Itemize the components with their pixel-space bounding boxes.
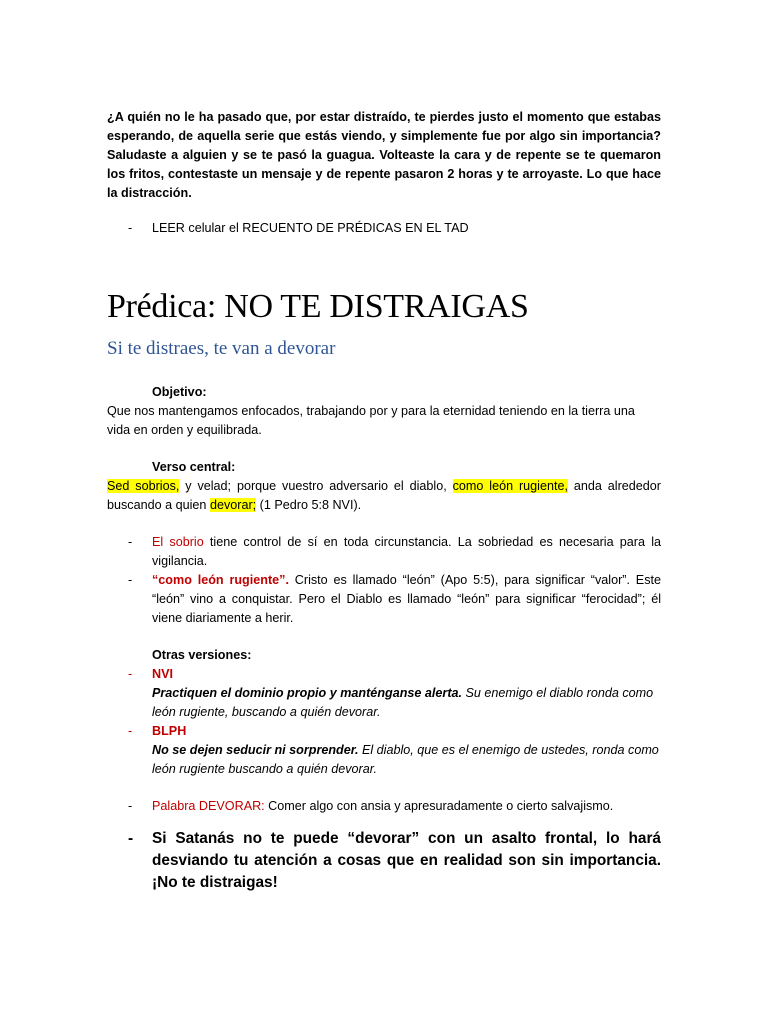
document-page (107, 108, 661, 894)
point-sobrio-text: tiene control de sí en toda circunstancia. La sobriedad es necesaria para la vigilancia. (152, 535, 661, 568)
point-leon-lead: “como león rugiente”. (152, 573, 289, 587)
bullet-dash: - (128, 724, 133, 738)
verso-highlight-3: devorar; (209, 498, 257, 512)
version-nvi-text (152, 684, 661, 722)
objetivo-text: Que nos mantengamos enfocados, trabajando por y para la eternidad teniendo en la tierra una vida en orden y equilibrada. (107, 404, 635, 437)
palabra-text: Comer algo con ansia y apresuradamente o cierto salvajismo. (264, 799, 614, 813)
verso-text-3: (1 Pedro 5:8 NVI). (256, 498, 362, 512)
bullet-dash: - (128, 535, 133, 549)
intro-bullet (107, 219, 661, 238)
intro-paragraph: ¿A quién no le ha pasado que, por estar distraído, te pierdes justo el momento que estabas esperando, de aquella serie que estás viendo, y simplemente fue por algo sin importancia? Saludaste a alguien y se te pasó la guagua. Volteaste la cara y de repente se te quemaron los fritos, contestaste un mensaje y de repente pasaron 2 horas y te arroyaste. Lo que hace la distracción. (107, 110, 661, 200)
bullet-dash: - (128, 799, 133, 813)
verso-highlight-1: Sed sobrios, (107, 479, 180, 493)
version-blph (107, 722, 661, 779)
verso-highlight-2: como león rugiente, (452, 479, 568, 493)
point-sobrio (107, 533, 661, 571)
palabra-devorar (107, 797, 661, 816)
version-nvi (107, 665, 661, 722)
intro-bullet-text: LEER celular el RECUENTO DE PRÉDICAS EN EL TAD (152, 221, 469, 235)
version-blph-italic: El diablo, que es el enemigo de ustedes, ronda como león rugiente buscando a quién devorar. (152, 743, 659, 776)
verso-text-1: y velad; porque vuestro adversario el diablo, (179, 479, 453, 493)
verso-text (107, 477, 661, 515)
point-leon-text: Cristo es llamado “león” (Apo 5:5), para significar “valor”. Este “león” vino a conquistar. Pero el Diablo es llamado “león” para significar “ferocidad”; él viene diariamente a herir. (152, 573, 662, 625)
versions-label: Otras versiones: (152, 648, 252, 662)
version-blph-name: BLPH (152, 724, 187, 738)
final-statement (107, 828, 661, 894)
page-title: Prédica: NO TE DISTRAIGAS (107, 288, 529, 325)
version-nvi-name: NVI (152, 667, 173, 681)
verso-text-2: anda alrededor buscando a quien (107, 479, 661, 512)
bullet-dash: - (128, 830, 134, 847)
version-nvi-italic: Su enemigo el diablo ronda como león rugiente, buscando a quién devorar. (152, 686, 654, 719)
bullet-dash: - (128, 221, 133, 235)
final-text: Si Satanás no te puede “devorar” con un asalto frontal, lo hará desviando tu atención a cosas que en realidad son sin importancia. ¡No te distraigas! (152, 830, 661, 891)
palabra-lead: Palabra DEVORAR: (152, 799, 265, 813)
bullet-dash: - (128, 573, 133, 587)
version-blph-text (152, 741, 661, 779)
page-subtitle: Si te distraes, te van a devorar (107, 338, 336, 359)
point-sobrio-lead: El sobrio (152, 535, 204, 549)
version-blph-bold: No se dejen seducir ni sorprender. (152, 743, 359, 757)
objetivo-label: Objetivo: (152, 385, 207, 399)
bullet-dash: - (128, 667, 133, 681)
point-leon (107, 571, 661, 628)
verso-label: Verso central: (152, 460, 236, 474)
version-nvi-bold: Practiquen el dominio propio y manténganse alerta. (152, 686, 463, 700)
